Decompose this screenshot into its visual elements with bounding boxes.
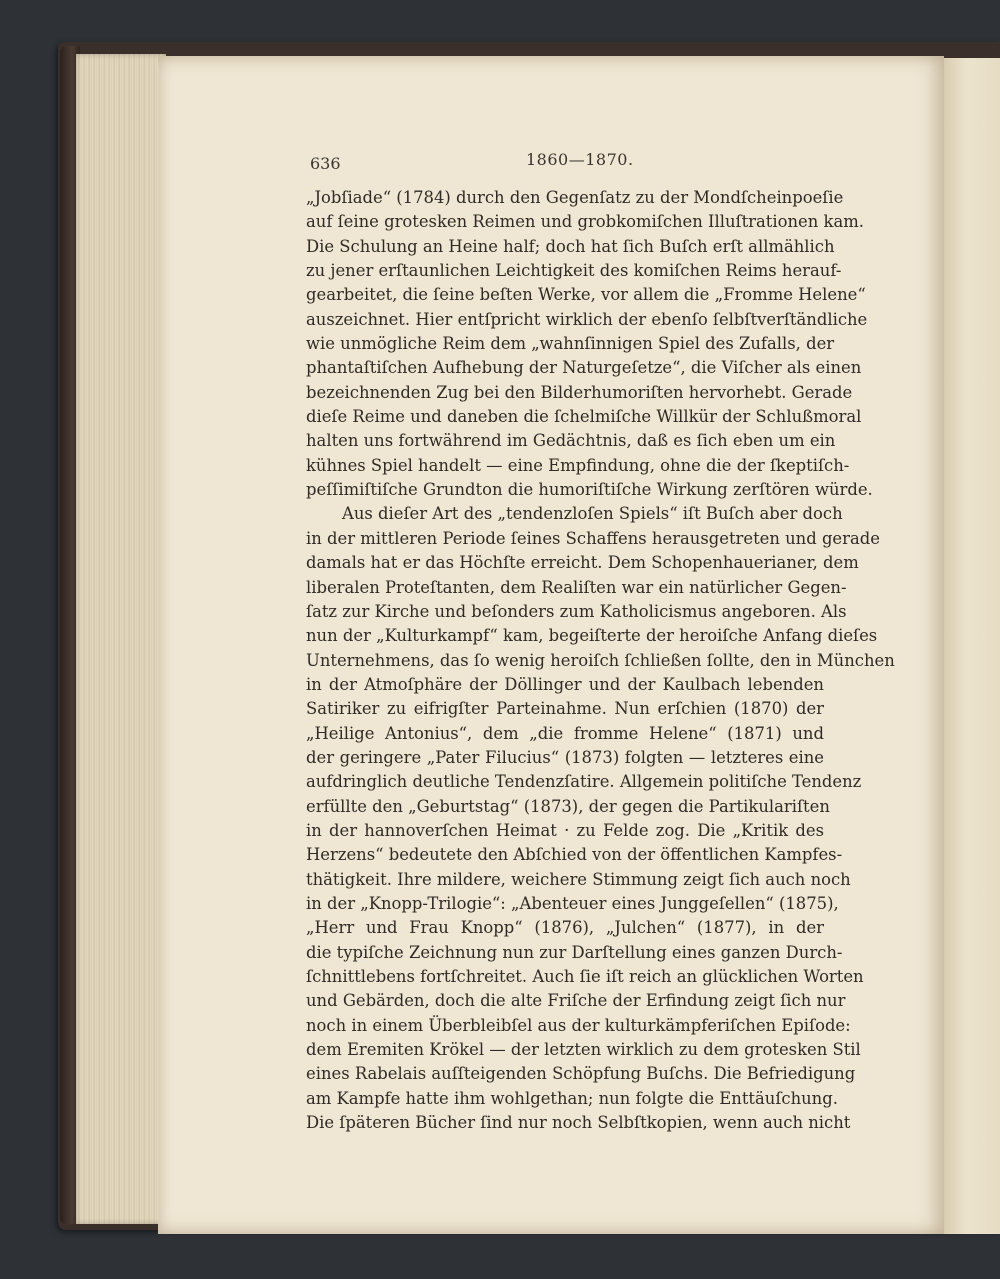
text-line: noch in einem Überbleibſel aus der kulturkämpferiſchen Epiſode:	[306, 1015, 851, 1035]
text-line: in der „Knopp-Trilogie“: „Abenteuer eines Junggeſellen“ (1875),	[306, 893, 839, 913]
running-head: 1860—1870.	[526, 150, 634, 169]
page-number: 636	[310, 154, 341, 173]
text-line: der geringere „Pater Filucius“ (1873) folgten — letzteres eine	[306, 747, 824, 767]
text-line: Die Schulung an Heine half; doch hat ſich Buſch erſt allmählich	[306, 236, 835, 256]
text-line: bezeichnenden Zug bei den Bilderhumoriſten hervorhebt. Gerade	[306, 382, 853, 402]
text-line: halten uns fortwährend im Gedächtnis, daß es ſich eben um ein	[306, 431, 836, 451]
text-line: peſſimiſtiſche Grundton die humoriſtiſche Wirkung zerſtören würde.	[306, 480, 873, 500]
text-line: nun der „Kulturkampf“ kam, begeiſterte der heroiſche Anfang dieſes	[306, 626, 878, 646]
page-stack-edge	[76, 54, 166, 1224]
text-line: eines Rabelais auſſteigenden Schöpfung Buſchs. Die Befriedigung	[306, 1064, 856, 1084]
text-line: damals hat er das Höchſte erreicht. Dem Schopenhauerianer, dem	[306, 553, 859, 573]
text-line: „Heilige Antonius“, dem „die fromme Helene“ (1871) und	[306, 723, 824, 743]
text-line: auf ſeine grotesken Reimen und grobkomiſchen Illuſtrationen kam.	[306, 212, 864, 232]
text-line: und Gebärden, doch die alte Friſche der Erfindung zeigt ſich nur	[306, 991, 846, 1011]
text-line: wie unmögliche Reim dem „wahnſinnigen Spiel des Zufalls, der	[306, 334, 835, 354]
text-line: liberalen Proteſtanten, dem Realiſten war ein natürlicher Gegen-	[306, 577, 847, 597]
text-line: Unternehmens, das ſo wenig heroiſch ſchließen ſollte, den in München	[306, 650, 895, 670]
text-line: dieſe Reime und daneben die ſchelmiſche Willkür der Schlußmoral	[306, 407, 862, 427]
text-line: kühnes Spiel handelt — eine Empfindung, ohne die der ſkeptiſch-	[306, 455, 850, 475]
text-line: Aus dieſer Art des „tendenzloſen Spiels“ iſt Buſch aber doch	[342, 504, 843, 524]
text-line: gearbeitet, die ſeine beſten Werke, vor allem die „Fromme Helene“	[306, 285, 866, 305]
text-line: auszeichnet. Hier entſpricht wirklich der ebenſo ſelbſtverſtändliche	[306, 309, 868, 329]
text-line: zu jener erſtaunlichen Leichtigkeit des komiſchen Reims herauf-	[306, 261, 842, 281]
text-line: die typiſche Zeichnung nun zur Darſtellung eines ganzen Durch-	[306, 942, 843, 962]
text-line: in der mittleren Periode ſeines Schaffens herausgetreten und gerade	[306, 528, 880, 548]
body-text	[306, 186, 895, 1135]
text-line: Die ſpäteren Bücher ſind nur noch Selbſtkopien, wenn auch nicht	[306, 1113, 851, 1133]
text-line: in der hannoverſchen Heimat · zu Felde zog. Die „Kritik des	[306, 820, 824, 840]
text-line: erfüllte den „Geburtstag“ (1873), der gegen die Partikulariſten	[306, 796, 830, 816]
text-line: „Herr und Frau Knopp“ (1876), „Julchen“ (1877), in der	[306, 918, 824, 938]
text-line: Satiriker zu eifrigſter Parteinahme. Nun erſchien (1870) der	[306, 699, 824, 719]
text-line: ſchnittlebens fortſchreitet. Auch ſie iſt reich an glücklichen Worten	[306, 967, 864, 986]
text-line: phantaſtiſchen Aufhebung der Naturgeſetze“, die Viſcher als einen	[306, 358, 862, 378]
text-line: am Kampfe hatte ihm wohlgethan; nun folgte die Enttäuſchung.	[306, 1088, 838, 1108]
page-header	[310, 150, 830, 178]
text-line: dem Eremiten Krökel — der letzten wirklich zu dem grotesken Stil	[306, 1040, 861, 1060]
text-line: thätigkeit. Ihre mildere, weichere Stimmung zeigt ſich auch noch	[306, 869, 851, 889]
text-line: ſatz zur Kirche und beſonders zum Katholicismus angeboren. Als	[306, 601, 847, 621]
text-line: Herzens“ bedeutete den Abſchied von der öffentlichen Kampfes-	[306, 845, 843, 865]
text-line: aufdringlich deutliche Tendenzſatire. Allgemein politiſche Tendenz	[306, 772, 862, 792]
text-line: in der Atmoſphäre der Döllinger und der Kaulbach lebenden	[306, 674, 824, 694]
text-line: „Jobſiade“ (1784) durch den Gegenſatz zu der Mondſcheinpoeſie	[306, 188, 844, 207]
facing-page-edge	[944, 58, 1000, 1234]
